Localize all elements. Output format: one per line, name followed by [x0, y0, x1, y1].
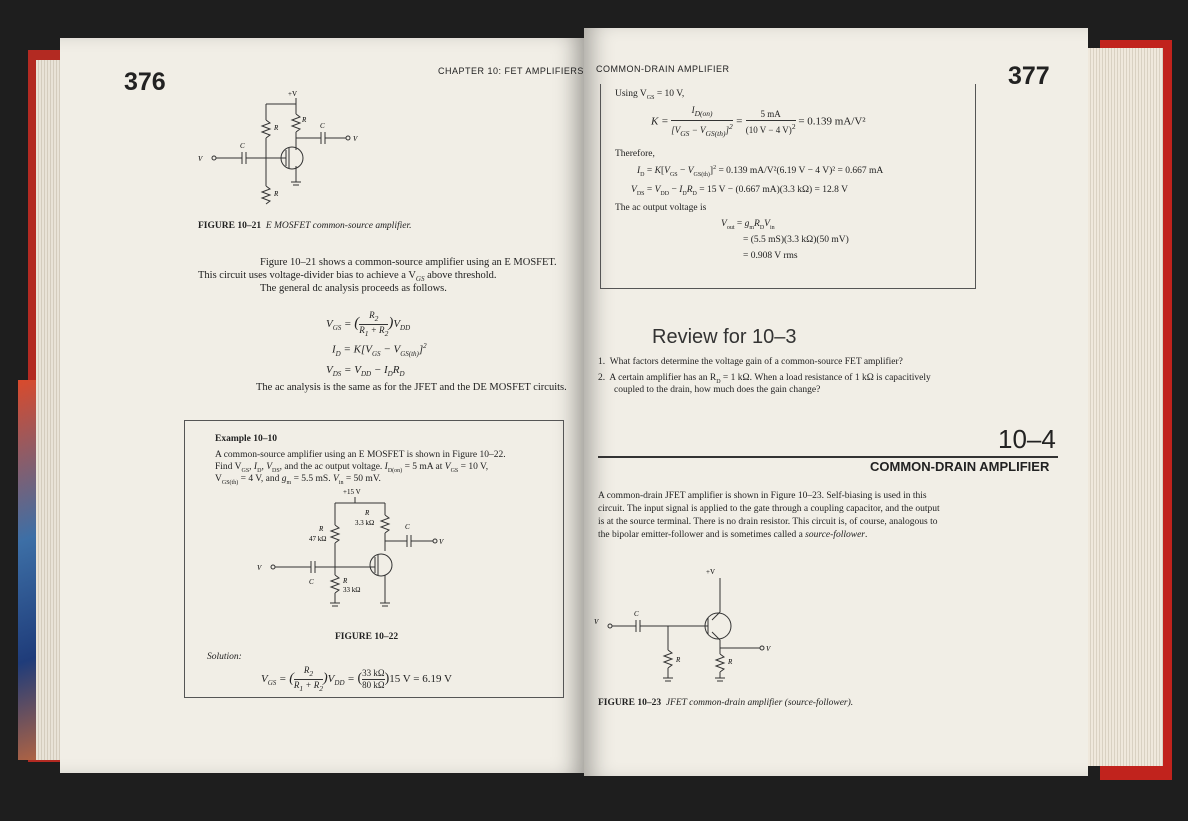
solution-result: 15 V = 6.19 V [389, 672, 452, 685]
intro-line-2-sub: GS [415, 275, 425, 284]
rg-label: R [676, 656, 681, 664]
vout-line-0: $V_{out} = g_mR_DV_{in}$ [721, 219, 775, 231]
equation-vgs: $V_{GS}$ = ( $\frac{R_2}{R_1 + R_2}$ )$V_{DD}$ [326, 310, 411, 338]
equation-vds: $V_{DS} = V_{DD} - I_DR_D$ [326, 364, 405, 379]
p4-end: . [864, 530, 868, 540]
eq-vgs-symbol: V [326, 317, 333, 330]
id-result-value: = 0.139 mA/V²(6.19 V − 4 V)² = 0.667 mA [718, 166, 884, 177]
vin-label: V [257, 564, 262, 572]
vout-label: V [439, 538, 444, 546]
c1-label: C [634, 610, 639, 618]
vin-label: V [198, 155, 203, 163]
section-para-line-3: is at the source terminal. There is no drain resistor. This circuit is, of course, analogous to [598, 517, 938, 527]
using-text: Using V [615, 89, 647, 99]
q1-text: What factors determine the voltage gain of a common-source FET amplifier? [609, 357, 903, 367]
rs-label: R [728, 658, 733, 666]
page-number: 377 [1008, 62, 1050, 90]
page-edges-right [1085, 48, 1163, 766]
vdd-15v-label: +15 V [343, 488, 361, 496]
vds-result-value: = 15 V − (0.667 mA)(3.3 kΩ) = 12.8 V [699, 185, 848, 195]
example-line-3: $V_{GS(th)} = 4$ V, and $g_m = 5.5$ mS. $V_{in} = 50$ mV. [215, 474, 381, 486]
example-10-10-box [184, 420, 564, 698]
vout-label: V [353, 135, 358, 143]
figure-10-21-caption [198, 221, 411, 231]
r2-value: 33 kΩ [343, 586, 361, 594]
solution-label: Solution: [207, 652, 242, 662]
k-equation: K = $I_{D(on)}$ $[V_{GS} - V_{GS(th)}]^2$ = $\frac{5 mA}{(10 V - 4 V)^2}$ = 0.139 mA/V² [651, 105, 866, 138]
vds-result-line: $V_{DS} = V_{DD} - I_DR_D = 15$ V − (0.667 mA)(3.3 kΩ) = 12.8 V [631, 185, 848, 197]
therefore: Therefore, [615, 149, 655, 159]
id-result-line: $I_D = K[V_{GS} - V_{GS(th)}]^2 = 0.139$ mA/V²(6.19 V − 4 V)² = 0.667 mA [637, 165, 884, 179]
equation-id: $I_D = K[V_{GS} - V_{GS(th)}]^2$ [332, 342, 427, 358]
example-title: Example 10–10 [215, 434, 278, 444]
q2-text-a-end: = 1 kΩ. When a load resistance of 1 kΩ is capacitively [720, 373, 931, 383]
left-page [60, 38, 584, 773]
c2-label: C [405, 523, 410, 531]
page-number: 376 [124, 68, 166, 96]
intro-line-2-text: This circuit uses voltage-divider bias to achieve a V [198, 270, 416, 281]
figure-10-23-caption [598, 698, 853, 708]
section-number: 10–4 [998, 424, 1056, 454]
intro-line-3: The general dc analysis proceeds as follows. [260, 283, 447, 294]
r1-label: R [274, 124, 279, 132]
section-para-line-1: A common-drain JFET amplifier is shown in Figure 10–23. Self-biasing is used in this [598, 491, 927, 501]
running-head: COMMON-DRAIN AMPLIFIER [596, 64, 730, 74]
vdd-label: +V [288, 90, 298, 98]
caption-label: FIGURE 10–23 [598, 698, 662, 708]
c2-label: C [320, 122, 325, 130]
review-q2-line2: coupled to the drain, how much does the gain change? [614, 385, 821, 395]
vout-label: V [766, 645, 771, 653]
section-title: COMMON-DRAIN AMPLIFIER [870, 459, 1050, 474]
rd-label: R [302, 116, 307, 124]
section-para-line-4 [598, 529, 867, 541]
using-line: Using $V_{GS} = 10$ V, [615, 89, 685, 101]
figure-10-22-label: FIGURE 10–22 [335, 632, 399, 642]
r2-label: R [274, 190, 279, 198]
section-rule [598, 456, 1058, 458]
intro-line-1: Figure 10–21 shows a common-source amplifier using an E MOSFET. [260, 257, 557, 268]
right-page [584, 28, 1088, 776]
vout-line-1: = (5.5 mS)(3.3 kΩ)(50 mV) [743, 235, 849, 245]
review-title: Review for 10–3 [652, 326, 797, 348]
review-q2: 2. A certain amplifier has an $R_D = 1$ kΩ. When a load resistance of 1 kΩ is capacitively [598, 373, 931, 385]
r1-label: R [319, 525, 324, 533]
q1-number: 1. [598, 357, 606, 367]
ac-output-label: The ac output voltage is [615, 203, 707, 213]
c1-label: C [309, 578, 314, 586]
vdd-label: +V [706, 568, 716, 576]
figure-10-23-circuit [594, 564, 794, 694]
c1-label: C [240, 142, 245, 150]
ac-analysis-line: The ac analysis is the same as for the JFET and the DE MOSFET circuits. [256, 382, 567, 393]
rd-value: 3.3 kΩ [355, 519, 375, 527]
intro-line-2-end: above threshold. [424, 270, 497, 281]
figure-10-22-circuit [255, 485, 455, 615]
q2-number: 2. [598, 373, 606, 383]
vout-line-2: = 0.908 V rms [743, 251, 798, 261]
running-head: CHAPTER 10: FET AMPLIFIERS [438, 66, 584, 76]
caption-text: E MOSFET common-source amplifier. [265, 221, 412, 231]
rd-label: R [365, 509, 370, 517]
review-q1 [598, 356, 903, 368]
eq-vds-symbol: V [326, 364, 333, 376]
figure-10-21-circuit [196, 90, 376, 210]
example-line-3-start: V [215, 474, 222, 484]
q2-text-a: A certain amplifier has an R [609, 373, 717, 383]
p4-italic: source-follower [805, 530, 865, 540]
p4-text: the bipolar emitter-follower and is sometimes called a [598, 530, 806, 540]
section-para-line-2: circuit. The input signal is applied to the gate through a coupling capacitor, and the output [598, 504, 940, 514]
r2-label: R [343, 577, 348, 585]
example-continued-box [600, 84, 976, 289]
example-line-1: A common-source amplifier using an E MOSFET is shown in Figure 10–22. [215, 450, 506, 460]
solution-equation: $V_{GS}$ = ( $\frac{R_2}{R_1 + R_2}$ )$V_{DD}$ = ( $\frac{33 k\Omega}{80 k\Omega}$ )15 V = 6.19 V [261, 665, 452, 693]
k-result: = 0.139 mA/V² [798, 115, 866, 128]
example-line-2: Find $V_{GS}$, $I_D$, $V_{DS}$, and the ac output voltage. $I_{D(on)} = 5$ mA at $V_{GS} = 10$ V, [215, 462, 489, 474]
caption-label: FIGURE 10–21 [198, 221, 262, 231]
eq-id-symbol: I [332, 343, 336, 356]
vin-label: V [594, 618, 599, 626]
caption-text: JFET common-drain amplifier (source-follower). [665, 698, 854, 708]
example-line-2-start: Find V [215, 462, 242, 472]
r1-value: 47 kΩ [309, 535, 327, 543]
